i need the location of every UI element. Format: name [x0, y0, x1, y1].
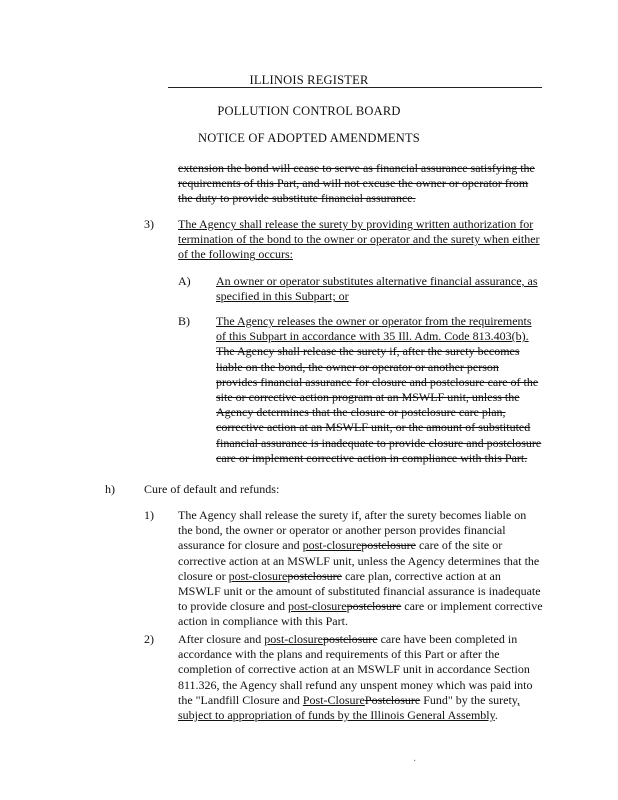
deleted-text: postclosure	[287, 568, 342, 583]
text-run: care plan, corrective action at an MSWLF unit or the amount of substituted financial assurance is inadequate to provide closure and	[178, 568, 541, 614]
inserted-text: post-closure	[228, 568, 288, 583]
inserted-text: An owner or operator substitutes alternative financial assurance, as specified in this Subpart; or	[216, 274, 538, 304]
deleted-text: postclosure	[346, 599, 402, 614]
scan-artifact: ·	[413, 756, 417, 767]
item-3a-text	[216, 274, 543, 304]
text-run: The Agency shall release the surety if, after the surety becomes liable on the bond, the owner or operator or another person provides financial assurance for closure and	[178, 508, 527, 553]
text-run: .	[494, 708, 498, 723]
deleted-text: postclosure	[361, 538, 416, 553]
register-title: ILLINOIS REGISTER	[249, 73, 369, 87]
inserted-text: post-closure	[264, 632, 323, 646]
header-rule	[168, 87, 542, 88]
item-h-title: Cure of default and refunds:	[144, 482, 280, 496]
item-3b-text	[216, 314, 543, 466]
text-run: care or implement corrective action in compliance with this Part.	[178, 599, 543, 629]
deleted-text: extension the bond will cease to serve as financial assurance satisfying the requirements of this Part, and will not excuse the owner or operator from the duty to provide substitute financial assurance.	[178, 161, 535, 206]
inserted-text: , subject to appropriation of funds by the Illinois General Assembly	[178, 692, 521, 723]
text-run: Fund" by the surety	[420, 692, 518, 707]
item-3a-label: A)	[178, 274, 191, 288]
continuation-paragraph	[178, 161, 543, 207]
text-run: care of the site or corrective action at an MSWLF unit, unless the Agency determines that the closure or	[178, 538, 540, 583]
item-h1-label: 1)	[144, 508, 154, 522]
item-h2-label: 2)	[144, 632, 154, 646]
board-title: POLLUTION CONTROL BOARD	[217, 104, 401, 118]
item-3-label: 3)	[144, 217, 154, 231]
item-h1-text	[178, 508, 543, 630]
deleted-text: Postclosure	[364, 692, 421, 707]
item-h2-text	[178, 632, 543, 723]
inserted-text: The Agency releases the owner or operator from the requirements of this Subpart in accordance with 35 Ill. Adm. Code 813.403(b).	[216, 314, 532, 344]
inserted-text: post-closure	[287, 599, 347, 614]
deleted-text: The Agency shall release the surety if, after the surety becomes liable on the bond, the owner or operator or another person provides financial assurance for closure and postclosure care of the site or corrective action program at an MSWLF unit, unless the Agency determines that the closure or postclosure care plan, corrective action at an MSWLF unit, or the amount of substituted financial assurance is inadequate to provide closure and postclosure care or implement corrective action in compliance with this Part.	[216, 344, 542, 465]
item-3-text	[178, 217, 543, 263]
inserted-text: post-closure	[302, 538, 362, 553]
notice-title: NOTICE OF ADOPTED AMENDMENTS	[198, 131, 420, 145]
inserted-text: Post-Closure	[302, 692, 365, 707]
text-run: After closure and	[178, 632, 265, 646]
item-h-label: h)	[105, 482, 115, 496]
deleted-text: postclosure	[322, 632, 378, 646]
item-3b-label: B)	[178, 314, 190, 328]
text-run: care have been completed in accordance with the plans and requirements of this Part or after the completion of corrective action at an MSWLF unit in accordance Section 811.326, the Agency shall refund any unspent money which was paid into the "Landfill Closure and	[178, 632, 533, 707]
inserted-text: The Agency shall release the surety by providing written authorization for termination of the bond to the owner or operator and the surety when either of the following occurs:	[178, 217, 540, 262]
